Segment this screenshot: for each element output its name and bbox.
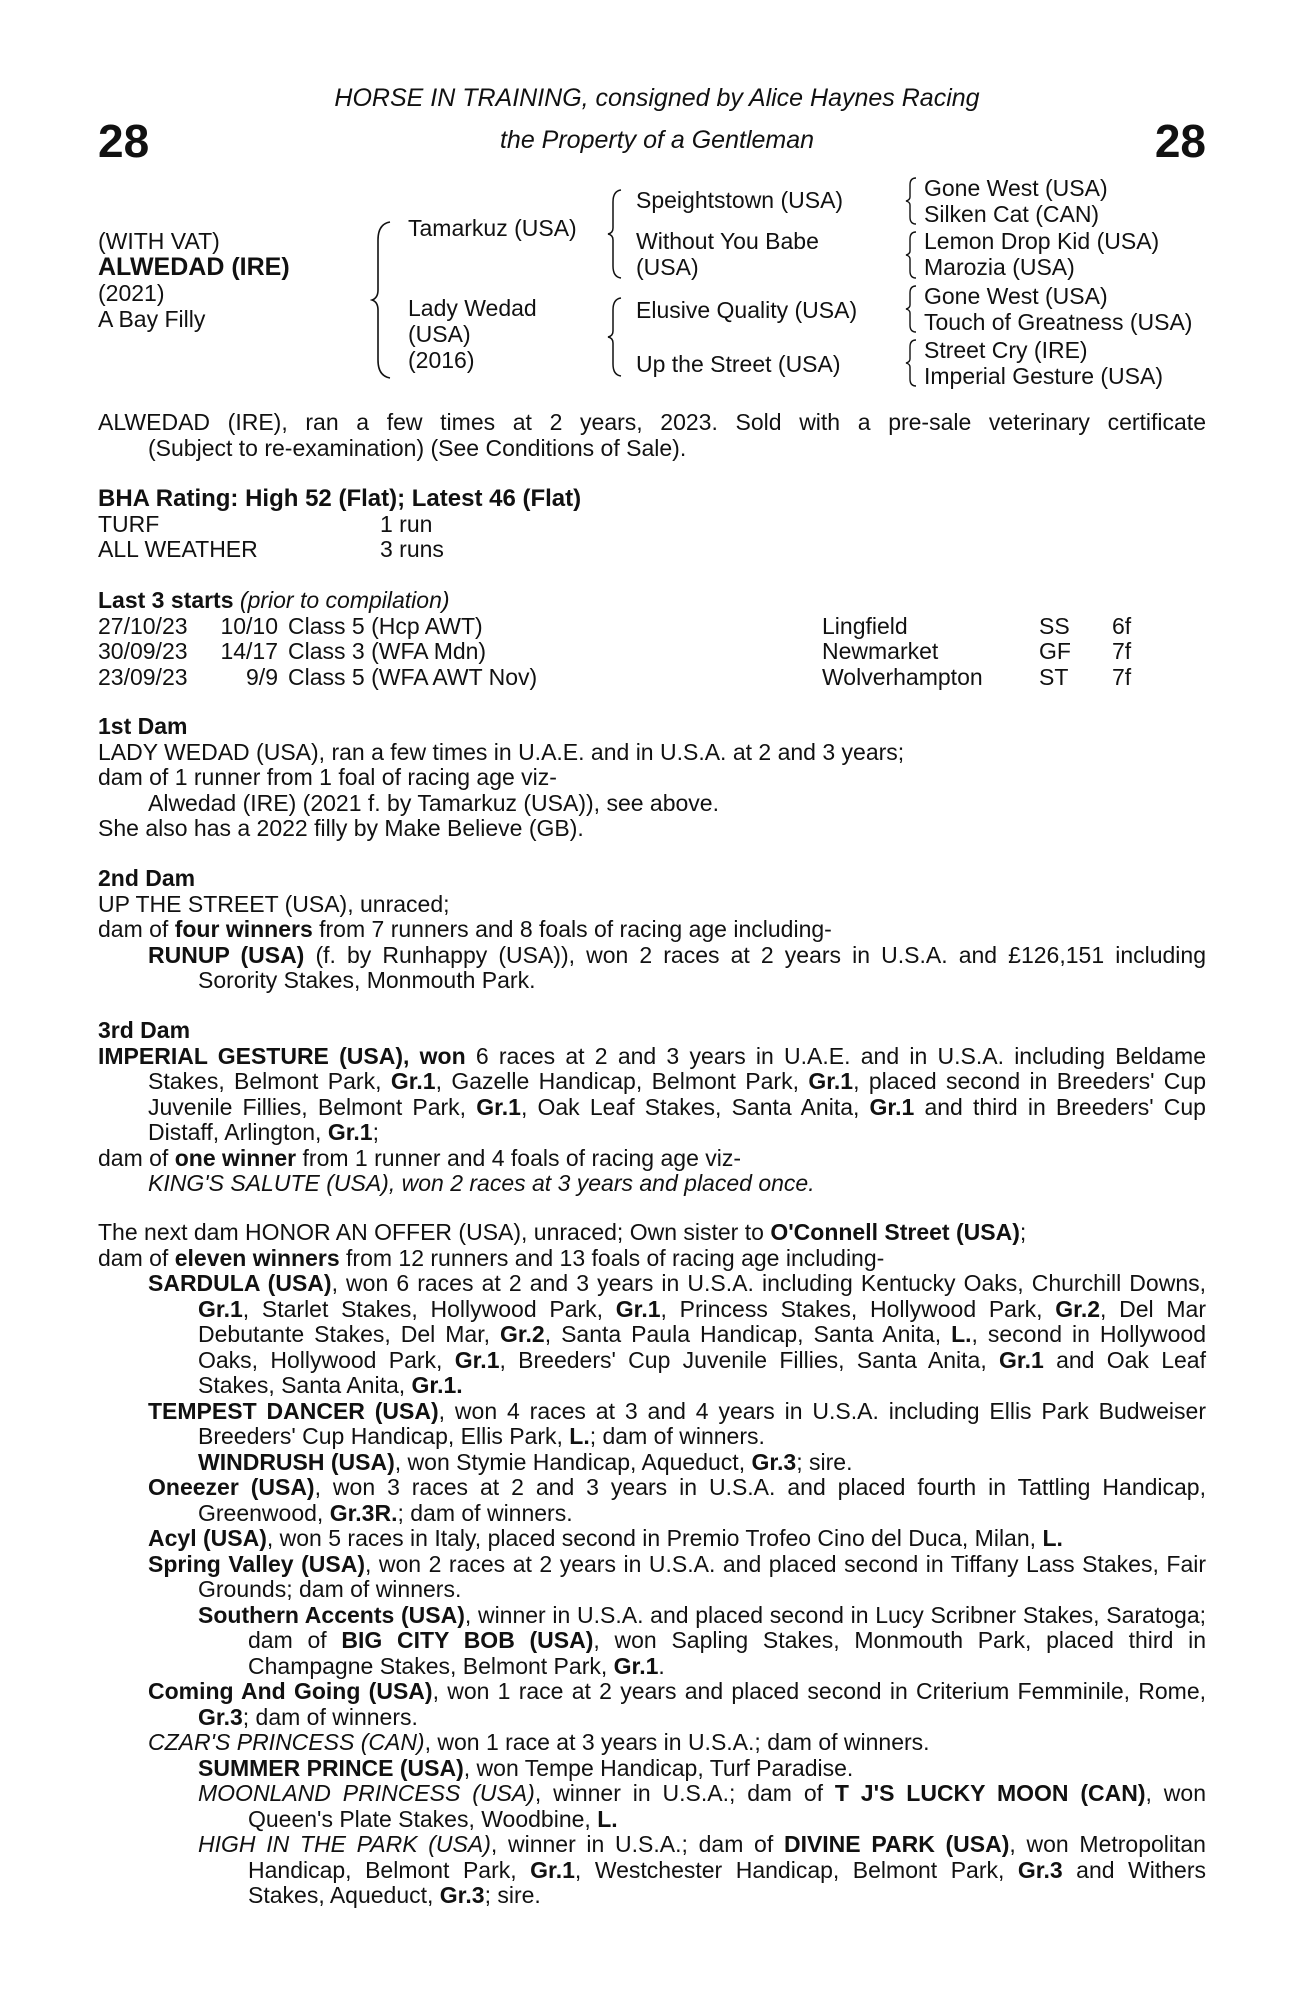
winners-count: one winner [174, 1144, 297, 1171]
text: , Oak Leaf Stakes, Santa Anita, [520, 1093, 870, 1120]
text: and third in Breeders' Cup Distaff, Arlington, [148, 1093, 1206, 1145]
pedigree-brace-main [370, 220, 394, 380]
grade: Gr.1 [327, 1119, 373, 1145]
kings-salute: KING'S SALUTE (USA), won 2 races at 3 years and placed once. [148, 1170, 815, 1196]
oconnell-street: O'Connell Street (USA) [770, 1219, 1020, 1245]
text: , won Queen's Plate Stakes, Woodbine, [248, 1780, 1206, 1832]
text: , won 4 races at 3 and 4 years in U.S.A. including Ellis Park Budweiser Breeders' Cup Handicap, Ellis Park, [198, 1397, 1206, 1449]
intro [98, 410, 1206, 461]
text: dam of [98, 916, 175, 942]
dds: Street Cry (IRE) [924, 337, 1088, 363]
text: , Del Mar Debutante Stakes, Del Mar, [198, 1295, 1206, 1347]
windrush: WINDRUSH (USA) [198, 1448, 395, 1475]
text: , placed second in Breeders' Cup Juvenile Fillies, Belmont Park, [148, 1068, 1207, 1120]
high-in-the-park: HIGH IN THE PARK (USA) [198, 1831, 491, 1857]
grade: Gr.1 [999, 1346, 1044, 1373]
sdd: Marozia (USA) [924, 254, 1075, 280]
start-dist: 7f [1112, 638, 1132, 664]
dam-name-line2: (USA) [408, 321, 471, 347]
grade: Gr.3 [1017, 1856, 1063, 1883]
start-course: Wolverhampton [822, 663, 983, 690]
windrush-entry [98, 1450, 1206, 1476]
southern-accents: Southern Accents (USA) [198, 1601, 465, 1628]
start-pos: 9/9 [246, 663, 278, 690]
dam3-title: 3rd Dam [98, 1017, 191, 1043]
southern-entry [98, 1603, 1206, 1680]
text: , won 6 races at 2 and 3 years in U.S.A. including Kentucky Oaks, Churchill Downs, [331, 1270, 1206, 1296]
grade: Gr.2 [499, 1321, 545, 1347]
vat-note: (WITH VAT) [98, 228, 220, 254]
grade: Gr.3 [198, 1703, 243, 1730]
text: , won 5 races in Italy, placed second in Premio Trofeo Cino del Duca, Milan, [266, 1525, 1043, 1551]
start-course: Newmarket [822, 638, 939, 664]
starts-section [98, 588, 1206, 690]
start-going: ST [1039, 663, 1069, 690]
horse-name: ALWEDAD (IRE) [98, 253, 290, 281]
grade: L. [951, 1321, 972, 1347]
tempest-entry [98, 1399, 1206, 1450]
start-dist: 6f [1112, 612, 1132, 639]
text: ; dam of winners. [242, 1703, 418, 1730]
lot-number-left: 28 [98, 115, 150, 167]
high-entry [98, 1832, 1206, 1909]
ddd: Imperial Gesture (USA) [924, 363, 1164, 389]
starts-title: Last 3 starts [98, 587, 234, 613]
start-row [98, 665, 1206, 691]
rating-surface: TURF [98, 510, 160, 537]
rating-title: BHA Rating: High 52 (Flat); Latest 46 (Flat) [98, 485, 582, 512]
dam2-title: 2nd Dam [98, 865, 196, 891]
big-city-bob: BIG CITY BOB (USA) [341, 1627, 594, 1653]
text: , Gazelle Handicap, Belmont Park, [435, 1068, 809, 1094]
text: and Oak Leaf Stakes, Santa Anita, [198, 1346, 1206, 1398]
dam3-line2 [98, 1146, 1206, 1172]
dss: Gone West (USA) [924, 283, 1108, 309]
horse-description: A Bay Filly [98, 306, 206, 332]
text: , won 1 race at 3 years in U.S.A.; dam of winners. [424, 1729, 930, 1755]
rating-section [98, 486, 1206, 563]
text: ; [372, 1119, 379, 1145]
text: The next dam HONOR AN OFFER (USA), unraced; Own sister to [98, 1219, 771, 1245]
sss: Gone West (USA) [924, 175, 1108, 201]
rating-runs: 3 runs [380, 536, 444, 562]
intro-line2: (Subject to re-examination) (See Conditions of Sale). [148, 434, 687, 461]
dam1-line1: LADY WEDAD (USA), ran a few times in U.A.E. and in U.S.A. at 2 and 3 years; [98, 738, 905, 765]
czar-entry [98, 1730, 1206, 1756]
text: ; sire. [796, 1448, 853, 1475]
text: and Withers Stakes, Aqueduct, [248, 1856, 1206, 1908]
acyl: Acyl (USA) [148, 1525, 267, 1551]
grade: Gr.1 [869, 1093, 915, 1120]
grade: Gr.2 [1055, 1295, 1101, 1322]
coming-and-going: Coming And Going (USA) [148, 1678, 433, 1704]
grade: Gr.1 [411, 1372, 457, 1398]
dam-dam: Up the Street (USA) [636, 351, 841, 377]
sire-sire: Speightstown (USA) [636, 187, 844, 213]
sardula: SARDULA (USA) [148, 1270, 332, 1296]
oneezer-entry [98, 1475, 1206, 1526]
rating-runs: 1 run [380, 510, 433, 537]
text: dam of [98, 1244, 175, 1271]
dam1-title: 1st Dam [98, 713, 188, 739]
dam2-line2 [98, 917, 1206, 943]
text: , Princess Stakes, Hollywood Park, [660, 1295, 1056, 1322]
brace-ss [904, 176, 918, 226]
grade: L. [1042, 1525, 1063, 1551]
text: , winner in U.S.A.; dam of [490, 1831, 784, 1857]
winners-count: four winners [174, 916, 313, 942]
dam1-line3: Alwedad (IRE) (2021 f. by Tamarkuz (USA)), see above. [148, 789, 719, 816]
dam2-line1: UP THE STREET (USA), unraced; [98, 890, 450, 917]
next-dam-line1 [98, 1220, 1206, 1246]
text: ; sire. [484, 1882, 541, 1908]
brace-sd [904, 230, 918, 280]
divine-park: DIVINE PARK (USA) [783, 1831, 1010, 1857]
text: , won 2 races at 2 years in U.S.A. and placed second in Tiffany Lass Stakes, Fair Grounds; dam of winners. [198, 1550, 1206, 1602]
text: ; dam of winners. [397, 1499, 573, 1526]
starts-note: (prior to compilation) [239, 587, 450, 613]
sds: Lemon Drop Kid (USA) [924, 228, 1160, 254]
summer-entry [98, 1756, 1206, 1782]
grade: Gr.1 [390, 1068, 436, 1094]
start-race: Class 3 (WFA Mdn) [288, 638, 487, 664]
sire-name: Tamarkuz (USA) [408, 215, 577, 241]
dam-name-line3: (2016) [408, 347, 475, 373]
start-row [98, 639, 1206, 665]
summer-prince: SUMMER PRINCE (USA) [198, 1754, 464, 1781]
dam-name-line1: Lady Wedad [408, 295, 537, 321]
dam-brace [606, 296, 624, 378]
grade: Gr.1 [530, 1856, 575, 1883]
dam1-section [98, 714, 1206, 842]
text: , won Stymie Handicap, Aqueduct, [394, 1448, 752, 1475]
spring-valley: Spring Valley (USA) [148, 1550, 365, 1577]
coming-entry [98, 1679, 1206, 1730]
text: , Starlet Stakes, Hollywood Park, [242, 1295, 616, 1322]
text: , won 1 race at 2 years and placed second in Criterium Femminile, Rome, [432, 1678, 1207, 1704]
start-date: 30/09/23 [98, 638, 188, 664]
grade: Gr.3 [751, 1448, 797, 1475]
rating-row-aw [98, 537, 1206, 563]
acyl-entry [98, 1526, 1206, 1552]
text: ; dam of winners. [589, 1423, 765, 1449]
tempest: TEMPEST DANCER (USA) [148, 1397, 439, 1424]
text: 6 races at 2 and 3 years in U.A.E. and in U.S.A. including Beldame Stakes, Belmont Park, [148, 1042, 1206, 1094]
oneezer: Oneezer (USA) [148, 1474, 315, 1500]
text: from 12 runners and 13 foals of racing age including- [339, 1244, 885, 1271]
winners-count: eleven winners [174, 1244, 340, 1271]
next-dam-line2 [98, 1246, 1206, 1272]
dam3-section [98, 1018, 1206, 1197]
dam1-line4: She also has a 2022 filly by Make Believe (GB). [98, 815, 584, 841]
text: , won 3 races at 2 and 3 years in U.S.A. and placed fourth in Tattling Handicap, Greenwood, [198, 1474, 1206, 1526]
dam-sire: Elusive Quality (USA) [636, 297, 858, 323]
sardula-entry [98, 1271, 1206, 1399]
start-course: Lingfield [822, 612, 908, 639]
brace-dd [904, 338, 918, 388]
grade: L. [569, 1423, 590, 1449]
start-dist: 7f [1112, 663, 1132, 690]
start-date: 27/10/23 [98, 612, 188, 639]
text: , Breeders' Cup Juvenile Fillies, Santa Anita, [499, 1346, 1000, 1373]
header-consignor: HORSE IN TRAINING, consigned by Alice Haynes Racing [334, 84, 980, 112]
moonland-entry [98, 1781, 1206, 1832]
runup-name: RUNUP (USA) [148, 941, 305, 968]
grade: Gr.1 [198, 1295, 243, 1322]
text: from 1 runner and 4 foals of racing age viz- [296, 1144, 742, 1171]
sire-dam-line2: (USA) [636, 254, 699, 280]
grade: Gr.1 [615, 1295, 661, 1322]
grade: L. [597, 1805, 618, 1832]
runup-entry [98, 943, 1206, 994]
start-pos: 14/17 [220, 638, 278, 664]
text: ; [1019, 1219, 1027, 1245]
rating-row-turf [98, 512, 1206, 538]
header-property: the Property of a Gentleman [499, 126, 815, 154]
horse-year: (2021) [98, 280, 165, 306]
text: , second in Hollywood Oaks, Hollywood Park, [198, 1321, 1206, 1373]
start-race: Class 5 (Hcp AWT) [288, 612, 483, 639]
grade: Gr.1 [476, 1093, 521, 1120]
rating-surface: ALL WEATHER [98, 536, 258, 562]
sire-brace [606, 188, 624, 280]
next-dam-section [98, 1220, 1206, 1909]
text: , won Tempe Handicap, Turf Paradise. [463, 1754, 854, 1781]
start-race: Class 5 (WFA AWT Nov) [288, 663, 538, 690]
starts-heading [98, 588, 1206, 614]
tjs-lucky-moon: T J'S LUCKY MOON (CAN) [834, 1780, 1146, 1806]
spring-entry [98, 1552, 1206, 1603]
text: . [456, 1372, 463, 1398]
won: , won [403, 1042, 466, 1069]
czars-princess: CZAR'S PRINCESS (CAN) [148, 1729, 425, 1755]
dam1-line2: dam of 1 runner from 1 foal of racing age viz- [98, 764, 557, 790]
text: , Santa Paula Handicap, Santa Anita, [544, 1321, 952, 1347]
imperial-gesture-entry [98, 1044, 1206, 1146]
text: , Westchester Handicap, Belmont Park, [574, 1856, 1018, 1883]
dam2-section [98, 866, 1206, 994]
grade: Gr.1 [808, 1068, 854, 1094]
moonland-princess: MOONLAND PRINCESS (USA) [198, 1780, 535, 1806]
text: from 7 runners and 8 foals of racing age including- [312, 916, 832, 942]
start-row [98, 614, 1206, 640]
start-going: GF [1039, 638, 1071, 664]
text: . [658, 1652, 665, 1679]
ssd: Silken Cat (CAN) [924, 201, 1100, 227]
brace-ds [904, 284, 918, 334]
start-going: SS [1039, 612, 1070, 639]
grade: Gr.3R. [329, 1499, 398, 1526]
text: , won Metropolitan Handicap, Belmont Park, [248, 1831, 1206, 1883]
dam3-name: IMPERIAL GESTURE (USA) [98, 1042, 404, 1069]
grade: Gr.3 [439, 1882, 485, 1908]
start-date: 23/09/23 [98, 663, 188, 690]
start-pos: 10/10 [220, 612, 278, 639]
lot-number-right: 28 [1154, 115, 1206, 167]
grade: Gr.1 [454, 1346, 500, 1373]
intro-line1: ALWEDAD (IRE), ran a few times at 2 years, 2023. Sold with a pre-sale veterinary certificate [98, 409, 1206, 435]
text: , won Sapling Stakes, Monmouth Park, placed third in Champagne Stakes, Belmont Park, [248, 1627, 1206, 1679]
sire-dam-line1: Without You Babe [636, 228, 819, 254]
text: , winner in U.S.A. and placed second in Lucy Scribner Stakes, Saratoga; dam of [248, 1601, 1206, 1653]
text: dam of [98, 1144, 175, 1171]
text: , winner in U.S.A.; dam of [534, 1780, 835, 1806]
grade: Gr.1 [613, 1652, 659, 1679]
runup-text: (f. by Runhappy (USA)), won 2 races at 2 years in U.S.A. and £126,151 including Sorority Stakes, Monmouth Park. [198, 941, 1206, 993]
dsd: Touch of Greatness (USA) [924, 309, 1193, 335]
